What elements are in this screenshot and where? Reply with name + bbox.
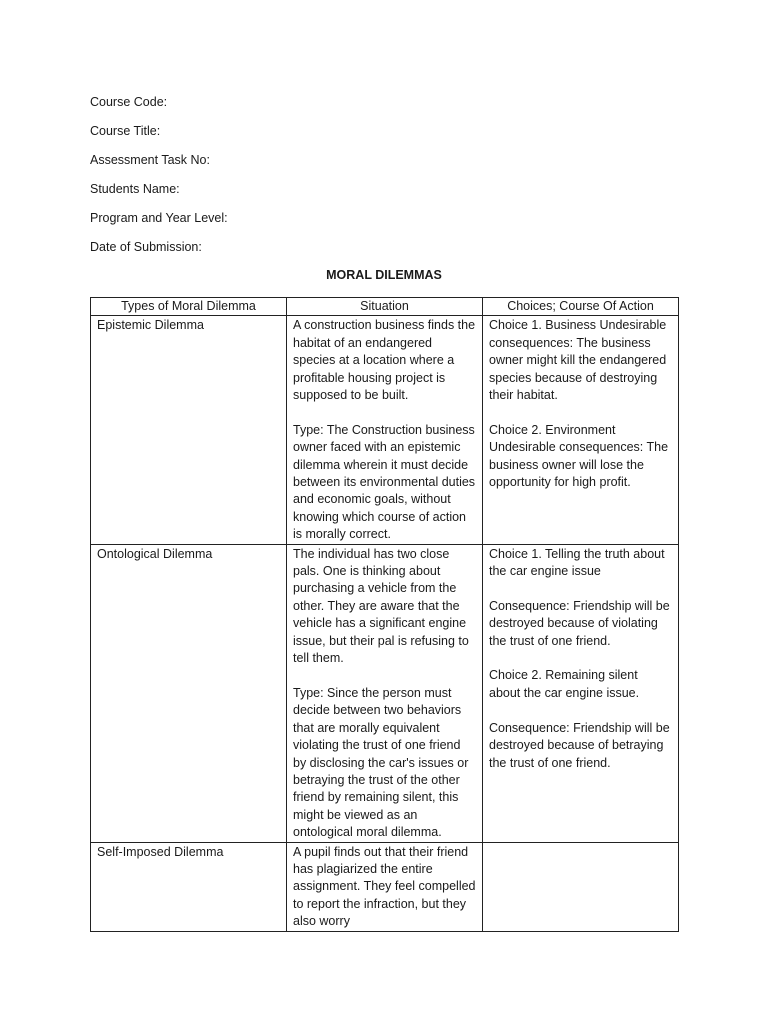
situation-cell [287, 544, 483, 842]
moral-dilemmas-table [90, 297, 679, 932]
choice-paragraph: Choice 1. Business Undesirable consequences: The business owner might kill the endangered species because of destroying their habitat. [489, 318, 667, 403]
choice-paragraph: Consequence: Friendship will be destroyed because of violating the trust of one friend. [489, 598, 670, 648]
dilemma-type-cell: Ontological Dilemma [91, 544, 287, 842]
header-fields [90, 94, 228, 268]
table-header-row [91, 298, 679, 316]
course-title-field: Course Title: [90, 124, 161, 138]
column-header-type: Types of Moral Dilemma [91, 298, 287, 316]
dilemma-type-cell: Self-Imposed Dilemma [91, 842, 287, 931]
dilemma-type-cell: Epistemic Dilemma [91, 316, 287, 544]
choice-paragraph: Choice 1. Telling the truth about the car engine issue [489, 546, 665, 579]
situation-cell [287, 316, 483, 544]
choice-paragraph: Choice 2. Environment Undesirable consequences: The business owner will lose the opportunity for high profit. [489, 422, 669, 490]
column-header-situation: Situation [287, 298, 483, 316]
choices-cell [483, 842, 679, 931]
table-row [91, 842, 679, 931]
document-title: MORAL DILEMMAS [326, 268, 442, 282]
column-header-choices: Choices; Course Of Action [483, 298, 679, 316]
situation-paragraph: Type: The Construction business owner faced with an epistemic dilemma wherein it must decide between its environmental duties and economic goals, without knowing which course of action is morally correct. [293, 422, 476, 542]
choices-cell [483, 316, 679, 544]
students-name-field: Students Name: [90, 182, 180, 196]
date-submission-field: Date of Submission: [90, 240, 202, 254]
table-row [91, 316, 679, 544]
program-year-field: Program and Year Level: [90, 211, 228, 225]
situation-paragraph: A construction business finds the habitat of an endangered species at a location where a profitable housing project is supposed to be built. [293, 318, 476, 403]
situation-paragraph: A pupil finds out that their friend has plagiarized the entire assignment. They feel compelled to report the infraction, but they also worry [293, 844, 476, 929]
assessment-task-field: Assessment Task No: [90, 153, 210, 167]
choices-cell [483, 544, 679, 842]
choice-paragraph: Choice 2. Remaining silent about the car engine issue. [489, 668, 640, 700]
situation-paragraph: Type: Since the person must decide between two behaviors that are morally equivalent violating the trust of one friend by disclosing the car's issues or betraying the trust of the other friend by remaining silent, this might be viewed as an ontological moral dilemma. [293, 685, 469, 840]
choice-paragraph: Consequence: Friendship will be destroyed because of betraying the trust of one friend. [489, 720, 670, 770]
table-row [91, 544, 679, 842]
situation-cell [287, 842, 483, 931]
situation-paragraph: The individual has two close pals. One is thinking about purchasing a vehicle from the other. They are aware that the vehicle has a significant engine issue, but their pal is refusing to tell them. [293, 546, 469, 666]
course-code-field: Course Code: [90, 95, 168, 109]
